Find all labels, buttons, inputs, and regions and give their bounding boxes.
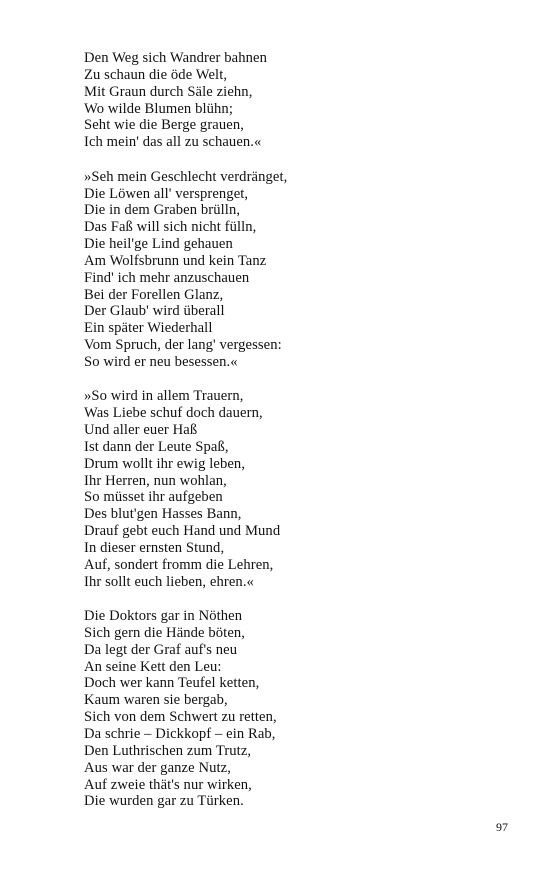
- poem-line: Die wurden gar zu Türken.: [84, 793, 244, 810]
- poem-line: Ihr sollt euch lieben, ehren.«: [84, 573, 254, 590]
- poem-line: Kaum waren sie bergab,: [84, 692, 228, 709]
- poem-line: Ist dann der Leute Spaß,: [84, 438, 229, 455]
- poem-line: An seine Kett den Leu:: [84, 658, 222, 675]
- poem-line: Der Glaub' wird überall: [84, 303, 225, 320]
- poem-line: So wird er neu besessen.«: [84, 353, 238, 370]
- stanza-2: [84, 169, 504, 371]
- poem-line: Die in dem Graben brülln,: [84, 202, 241, 219]
- poem-line: Da legt der Graf auf's neu: [84, 641, 238, 658]
- page-number: 97: [496, 820, 508, 834]
- poem-line: Auf zweie thät's nur wirken,: [84, 776, 252, 793]
- stanza-4: [84, 608, 504, 810]
- poem-line: Die heil'ge Lind gehauen: [84, 236, 233, 253]
- poem-line: In dieser ernsten Stund,: [84, 539, 225, 556]
- poem-line: Ich mein' das all zu schauen.«: [84, 134, 262, 151]
- poem-line: Mit Graun durch Säle ziehn,: [84, 83, 253, 100]
- poem: [84, 50, 504, 828]
- poem-line: Die Löwen all' versprenget,: [84, 185, 249, 202]
- poem-line: Aus war der ganze Nutz,: [84, 759, 231, 776]
- poem-line: Die Doktors gar in Nöthen: [84, 608, 243, 625]
- poem-line: Drauf gebt euch Hand und Mund: [84, 523, 281, 540]
- poem-line: Zu schaun die öde Welt,: [84, 66, 228, 83]
- poem-line: Da schrie – Dickkopf – ein Rab,: [84, 726, 276, 742]
- poem-line: So müsset ihr aufgeben: [84, 489, 223, 506]
- poem-line: Was Liebe schuf doch dauern,: [84, 405, 263, 422]
- poem-line: Sich gern die Hände böten,: [84, 624, 246, 641]
- poem-line: Find' ich mehr anzuschauen: [84, 269, 250, 286]
- poem-line: Ihr Herren, nun wohlan,: [84, 472, 227, 489]
- stanza-1: [84, 50, 504, 151]
- poem-line: Doch wer kann Teufel ketten,: [84, 675, 260, 692]
- poem-line: Den Luthrischen zum Trutz,: [84, 742, 252, 759]
- poem-line: »So wird in allem Trauern,: [84, 388, 244, 405]
- stanza-3: [84, 388, 504, 590]
- poem-line: Den Weg sich Wandrer bahnen: [84, 50, 267, 66]
- poem-line: Bei der Forellen Glanz,: [84, 286, 224, 303]
- poem-line: Auf, sondert fromm die Lehren,: [84, 556, 274, 573]
- poem-line: Sich von dem Schwert zu retten,: [84, 709, 277, 726]
- poem-line: Und aller euer Haß: [84, 422, 198, 439]
- poem-line: »Seh mein Geschlecht verdränget,: [84, 168, 288, 185]
- poem-line: Ein später Wiederhall: [84, 320, 213, 337]
- poem-line: Drum wollt ihr ewig leben,: [84, 455, 246, 472]
- poem-line: Das Faß will sich nicht fülln,: [84, 219, 257, 236]
- poem-line: Des blut'gen Hasses Bann,: [84, 506, 242, 523]
- poem-line: Vom Spruch, der lang' vergessen:: [84, 337, 282, 354]
- poem-line: Wo wilde Blumen blühn;: [84, 100, 233, 117]
- poem-line: Am Wolfsbrunn und kein Tanz: [84, 252, 267, 269]
- poem-line: Seht wie die Berge grauen,: [84, 117, 244, 134]
